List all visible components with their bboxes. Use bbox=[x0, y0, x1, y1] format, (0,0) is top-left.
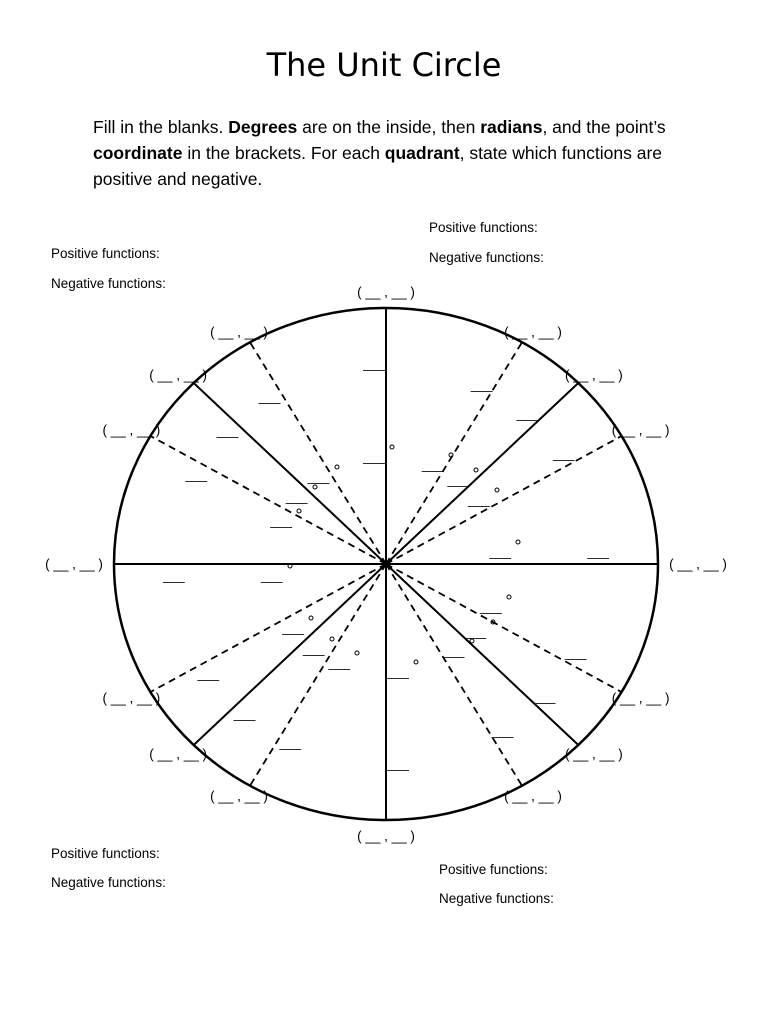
radian-blank-270: ___ bbox=[387, 756, 409, 772]
coordinate-blank-330: ( __ , __ ) bbox=[611, 690, 670, 706]
degree-symbol bbox=[469, 639, 474, 644]
instr-text-5: , state which functions are positive and negative. bbox=[93, 143, 662, 189]
q1-positive-label: Positive functions: bbox=[429, 220, 538, 235]
degree-symbol bbox=[474, 467, 479, 472]
degree-symbol bbox=[312, 484, 317, 489]
degree-blank-270: ___ bbox=[387, 664, 409, 679]
radian-blank-240: ___ bbox=[279, 735, 302, 751]
instr-text-1: Fill in the blanks. bbox=[93, 117, 229, 137]
instr-bold-degrees: Degrees bbox=[228, 117, 298, 137]
degree-blank-135: ___ bbox=[285, 489, 308, 504]
degree-symbol bbox=[494, 487, 499, 492]
radius-line-240 bbox=[250, 564, 386, 786]
degree-symbol bbox=[355, 651, 360, 656]
radian-blank-60: ___ bbox=[470, 377, 493, 393]
degree-blank-150: ___ bbox=[270, 513, 292, 529]
coordinate-blank-225: ( __ , __ ) bbox=[149, 746, 207, 761]
coordinate-blank-270: ( __ , __ ) bbox=[357, 828, 415, 844]
q2-positive-label: Positive functions: bbox=[51, 246, 160, 261]
radian-blank-45: ___ bbox=[516, 406, 539, 422]
q4-negative-label: Negative functions: bbox=[439, 891, 554, 906]
degree-symbol bbox=[506, 595, 511, 600]
degree-blank-330: ___ bbox=[480, 599, 502, 615]
radian-blank-315: ___ bbox=[533, 689, 556, 705]
instr-text-4: in the brackets. For each bbox=[182, 143, 385, 163]
degree-blank-315: ___ bbox=[464, 624, 487, 639]
radian-blank-180: ___ bbox=[162, 568, 185, 584]
degree-blank-30: ___ bbox=[468, 492, 490, 508]
radian-blank-120: ___ bbox=[258, 389, 281, 405]
coordinate-blank-120: ( __ , __ ) bbox=[210, 324, 268, 340]
degree-symbol bbox=[516, 540, 521, 545]
radian-blank-330: ___ bbox=[564, 645, 587, 661]
radian-blank-210: ___ bbox=[197, 666, 220, 682]
degree-blank-45: ___ bbox=[447, 472, 470, 487]
degree-symbol bbox=[491, 619, 496, 624]
radian-blank-30: ___ bbox=[552, 446, 575, 462]
coordinate-blank-0: ( __ , __ ) bbox=[669, 556, 727, 572]
q3-positive-label: Positive functions: bbox=[51, 846, 160, 861]
coordinate-blank-135: ( __ , __ ) bbox=[149, 367, 207, 382]
coordinate-blank-45: ( __ , __ ) bbox=[565, 367, 623, 382]
degree-blank-180: ___ bbox=[260, 568, 283, 584]
radian-blank-225: ___ bbox=[233, 706, 256, 722]
instr-bold-coordinate: coordinate bbox=[93, 143, 183, 163]
coordinate-blank-300: ( __ , __ ) bbox=[504, 788, 562, 804]
radius-line-60 bbox=[386, 342, 522, 564]
coordinate-blank-210: ( __ , __ ) bbox=[102, 690, 161, 706]
degree-blank-300: ___ bbox=[442, 643, 465, 659]
degree-symbol bbox=[390, 444, 395, 449]
degree-blank-210: ___ bbox=[282, 620, 304, 636]
radian-blank-135: ___ bbox=[216, 423, 239, 439]
q2-negative-label: Negative functions: bbox=[51, 276, 166, 291]
radius-line-315 bbox=[386, 564, 578, 745]
coordinate-blank-240: ( __ , __ ) bbox=[210, 788, 268, 804]
instr-text-3: , and the point’s bbox=[542, 117, 666, 137]
page-title: The Unit Circle bbox=[266, 46, 502, 84]
degree-blank-0: ___ bbox=[489, 544, 512, 560]
coordinate-blank-180: ( __ , __ ) bbox=[45, 556, 103, 572]
degree-blank-225: ___ bbox=[302, 641, 325, 656]
degree-symbol bbox=[287, 564, 292, 569]
degree-symbol bbox=[414, 659, 419, 664]
coordinate-blank-150: ( __ , __ ) bbox=[102, 422, 161, 438]
radius-line-45 bbox=[386, 383, 578, 564]
degree-blank-90: ___ bbox=[363, 449, 385, 464]
radius-line-330 bbox=[386, 564, 622, 692]
coordinate-blank-30: ( __ , __ ) bbox=[611, 422, 670, 438]
degree-symbol bbox=[309, 616, 314, 621]
degree-symbol bbox=[334, 464, 339, 469]
coordinate-blank-60: ( __ , __ ) bbox=[504, 324, 562, 340]
instr-bold-quadrant: quadrant bbox=[384, 143, 460, 163]
instr-text-2: are on the inside, then bbox=[297, 117, 481, 137]
degree-blank-240: ___ bbox=[328, 655, 351, 671]
radian-blank-90: ___ bbox=[363, 356, 385, 372]
degree-symbol bbox=[329, 636, 334, 641]
q4-positive-label: Positive functions: bbox=[439, 862, 548, 877]
degree-blank-120: ___ bbox=[307, 469, 330, 485]
instr-bold-radians: radians bbox=[480, 117, 543, 137]
radius-line-135 bbox=[194, 383, 386, 564]
q3-negative-label: Negative functions: bbox=[51, 875, 166, 890]
q1-negative-label: Negative functions: bbox=[429, 250, 544, 265]
radian-blank-0: ___ bbox=[587, 544, 610, 560]
radian-blank-150: ___ bbox=[185, 467, 208, 483]
degree-blank-60: ___ bbox=[421, 457, 444, 473]
radius-line-150 bbox=[150, 436, 386, 564]
radian-blank-300: ___ bbox=[491, 723, 514, 739]
coordinate-blank-90: ( __ , __ ) bbox=[357, 284, 415, 300]
coordinate-blank-315: ( __ , __ ) bbox=[565, 746, 623, 761]
degree-symbol bbox=[448, 452, 453, 457]
degree-symbol bbox=[297, 508, 302, 513]
